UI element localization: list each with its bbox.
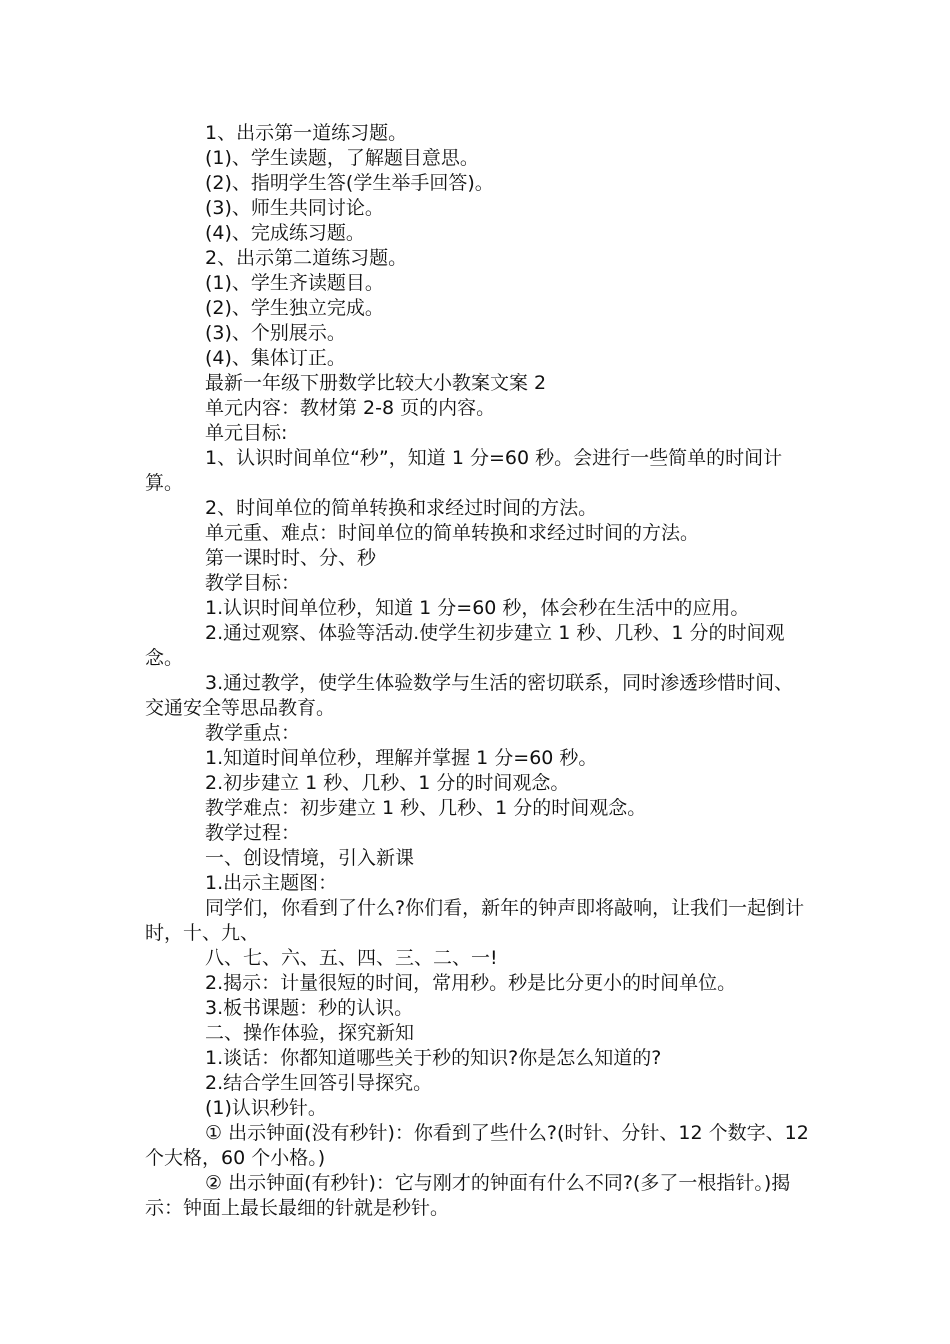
paragraph: (3)、个别展示。 bbox=[205, 322, 346, 344]
paragraph: 单元目标: bbox=[205, 422, 288, 444]
paragraph: 2、时间单位的简单转换和求经过时间的方法。 bbox=[205, 497, 598, 519]
paragraph: 1.知道时间单位秒，理解并掌握 1 分=60 秒。 bbox=[205, 747, 598, 769]
paragraph: 2.通过观察、体验等活动.使学生初步建立 1 秒、几秒、1 分的时间观念。 bbox=[145, 622, 785, 669]
paragraph: 1.认识时间单位秒，知道 1 分=60 秒，体会秒在生活中的应用。 bbox=[205, 597, 750, 619]
paragraph: ① 出示钟面(没有秒针)：你看到了些什么?(时针、分针、12 个数字、12 个大格，60 个小格。) bbox=[145, 1122, 809, 1169]
paragraph: 1、出示第一道练习题。 bbox=[205, 122, 408, 144]
paragraph: (2)、指明学生答(学生举手回答)。 bbox=[205, 172, 494, 194]
paragraph: 一、创设情境，引入新课 bbox=[205, 847, 415, 869]
paragraph: 2.揭示：计量很短的时间，常用秒。秒是比分更小的时间单位。 bbox=[205, 972, 737, 994]
paragraph: (1)、学生齐读题目。 bbox=[205, 272, 384, 294]
section-title: 最新一年级下册数学比较大小教案文案 2 bbox=[205, 372, 547, 394]
paragraph: 1、认识时间单位“秒”，知道 1 分=60 秒。会进行一些简单的时间计算。 bbox=[145, 447, 783, 494]
paragraph: ② 出示钟面(有秒针)：它与刚才的钟面有什么不同?(多了一根指针。)揭示：钟面上最长最细的针就是秒针。 bbox=[145, 1172, 791, 1219]
paragraph: 2.结合学生回答引导探究。 bbox=[205, 1072, 433, 1094]
paragraph: (1)、学生读题，了解题目意思。 bbox=[205, 147, 479, 169]
paragraph: (4)、集体订正。 bbox=[205, 347, 346, 369]
paragraph: 同学们，你看到了什么?你们看，新年的钟声即将敲响，让我们一起倒计时，十、九、 bbox=[145, 897, 805, 944]
paragraph: 2、出示第二道练习题。 bbox=[205, 247, 408, 269]
paragraph: 教学目标： bbox=[205, 572, 301, 594]
paragraph: 3.通过教学，使学生体验数学与生活的密切联系，同时渗透珍惜时间、交通安全等思品教育。 bbox=[145, 672, 794, 719]
paragraph: 单元重、难点：时间单位的简单转换和求经过时间的方法。 bbox=[205, 522, 700, 544]
paragraph: 1.谈话：你都知道哪些关于秒的知识?你是怎么知道的? bbox=[205, 1047, 662, 1069]
paragraph: 1.出示主题图： bbox=[205, 872, 338, 894]
paragraph: 第一课时时、分、秒 bbox=[205, 547, 377, 569]
paragraph: 单元内容：教材第 2-8 页的内容。 bbox=[205, 397, 496, 419]
paragraph: 教学过程： bbox=[205, 822, 301, 844]
paragraph: (4)、完成练习题。 bbox=[205, 222, 365, 244]
paragraph: 教学难点：初步建立 1 秒、几秒、1 分的时间观念。 bbox=[205, 797, 647, 819]
paragraph: 2.初步建立 1 秒、几秒、1 分的时间观念。 bbox=[205, 772, 570, 794]
paragraph: 二、操作体验，探究新知 bbox=[205, 1022, 415, 1044]
paragraph: 八、七、六、五、四、三、二、一! bbox=[205, 947, 498, 969]
paragraph: (3)、师生共同讨论。 bbox=[205, 197, 384, 219]
document-body bbox=[145, 121, 810, 1221]
paragraph: (2)、学生独立完成。 bbox=[205, 297, 384, 319]
paragraph: 教学重点： bbox=[205, 722, 301, 744]
paragraph: (1)认识秒针。 bbox=[205, 1097, 327, 1119]
paragraph: 3.板书课题：秒的认识。 bbox=[205, 997, 414, 1019]
